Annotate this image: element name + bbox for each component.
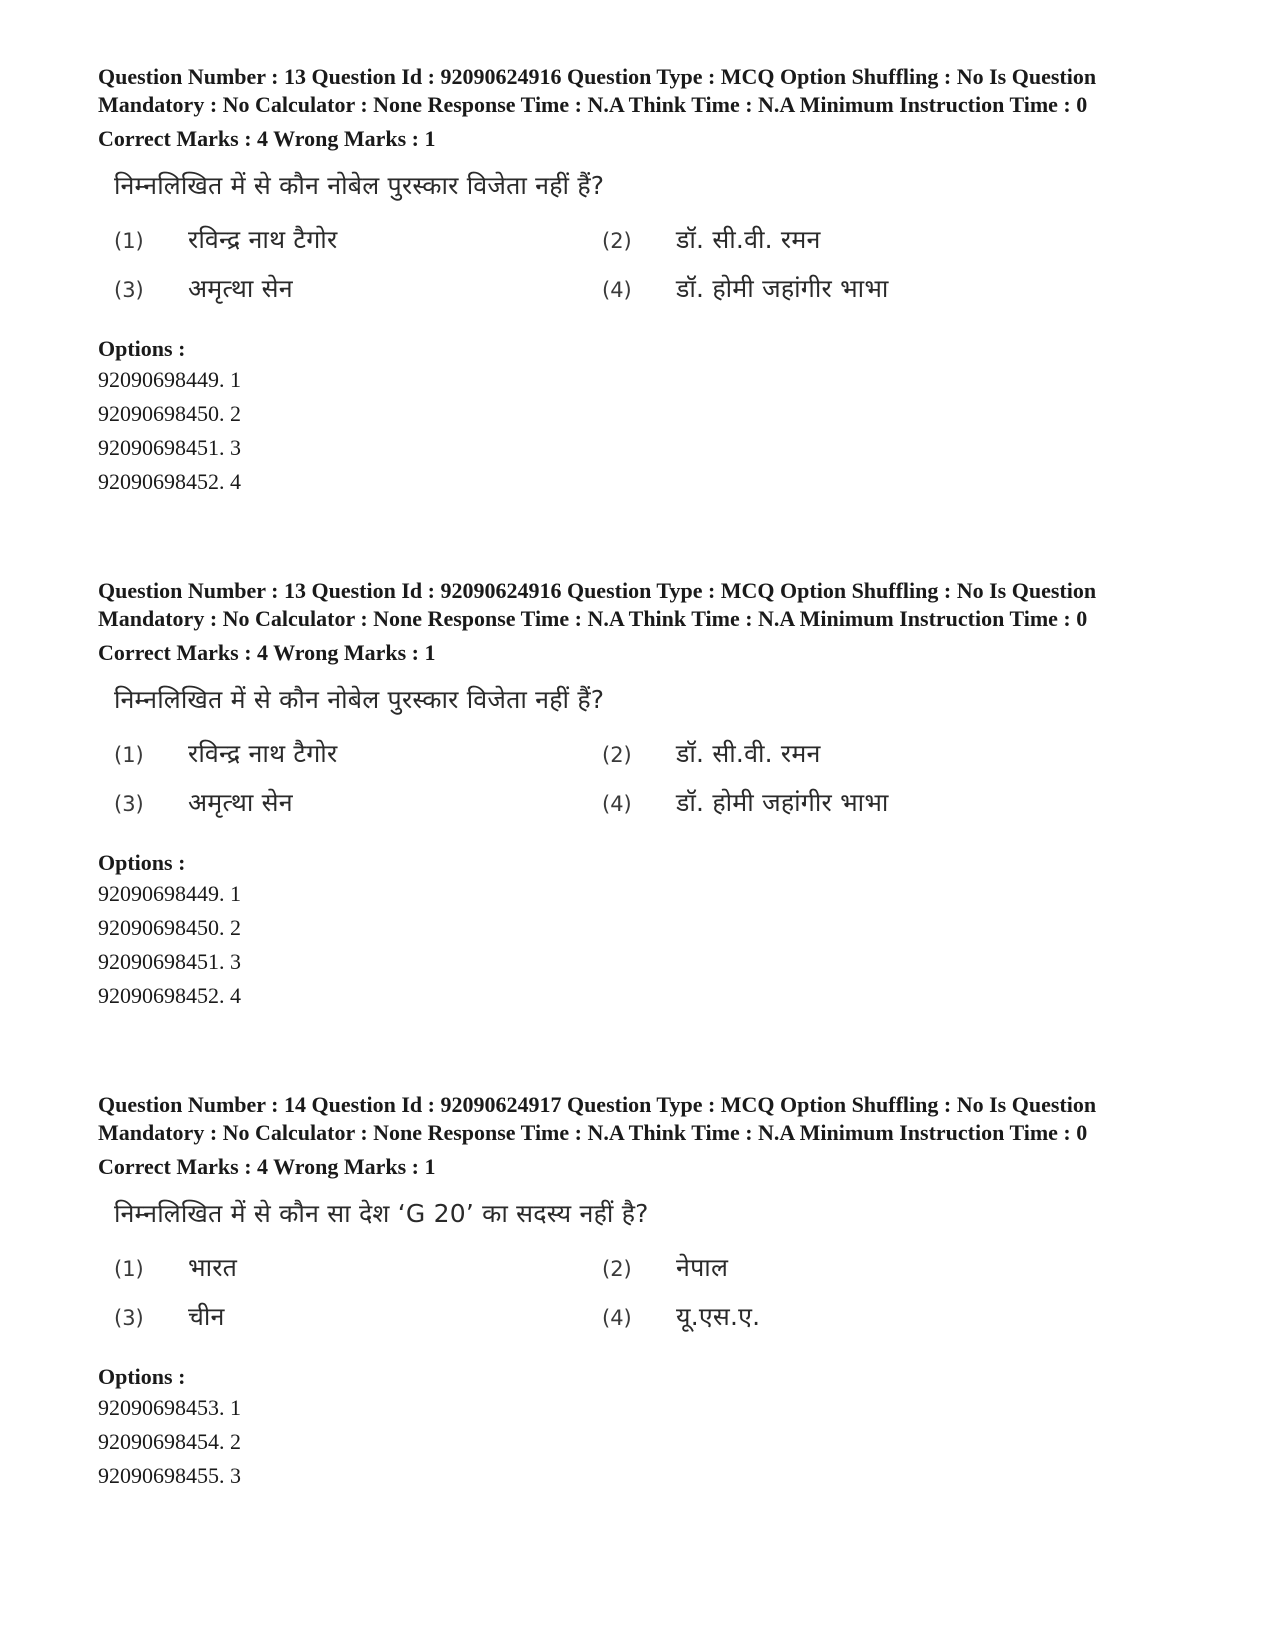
question-meta: Question Number : 13 Question Id : 92090624916 Question Type : MCQ Option Shuffling : No Is Question Mandatory : No Calculator : None Response Time : N.A Think Time : N.A Minimum Instruction Time : 0 <box>98 64 1097 117</box>
choice-number: (4) <box>602 278 632 302</box>
choice-number: (3) <box>114 1306 144 1330</box>
choice-number: (2) <box>602 743 632 767</box>
choice-grid <box>114 1249 1188 1337</box>
question-image <box>98 1197 1188 1337</box>
choice-text: चीन <box>188 1302 225 1331</box>
choice-number: (1) <box>114 229 144 253</box>
question-block-1 <box>98 63 1188 499</box>
option-row: 92090698449. 1 <box>98 881 241 906</box>
question-meta: Question Number : 13 Question Id : 92090624916 Question Type : MCQ Option Shuffling : No Is Question Mandatory : No Calculator : None Response Time : N.A Think Time : N.A Minimum Instruction Time : 0 <box>98 578 1097 631</box>
choice-text: डॉ. होमी जहांगीर भाभा <box>676 788 889 817</box>
option-row: 92090698451. 3 <box>98 949 241 974</box>
options-heading: Options : <box>98 850 186 875</box>
choice-text: भारत <box>188 1253 238 1282</box>
question-text: निम्नलिखित में से कौन सा देश ‘G 20’ का सदस्य नहीं है? <box>114 1199 649 1228</box>
question-block-2 <box>98 577 1188 1013</box>
choice-number: (3) <box>114 792 144 816</box>
question-marks: Correct Marks : 4 Wrong Marks : 1 <box>98 126 436 151</box>
choice-1 <box>114 735 602 774</box>
choice-2 <box>602 1249 1022 1288</box>
option-row: 92090698455. 3 <box>98 1463 241 1488</box>
question-image <box>98 683 1188 823</box>
question-marks: Correct Marks : 4 Wrong Marks : 1 <box>98 640 436 665</box>
question-meta: Question Number : 14 Question Id : 92090624917 Question Type : MCQ Option Shuffling : No Is Question Mandatory : No Calculator : None Response Time : N.A Think Time : N.A Minimum Instruction Time : 0 <box>98 1092 1097 1145</box>
question-text: निम्नलिखित में से कौन नोबेल पुरस्कार विजेता नहीं हैं? <box>114 685 605 714</box>
choice-4 <box>602 784 1022 823</box>
choice-1 <box>114 221 602 260</box>
choice-text: रविन्द्र नाथ टैगोर <box>188 225 338 254</box>
choice-grid <box>114 221 1188 309</box>
choice-text: अमृत्था सेन <box>188 788 293 817</box>
choice-number: (4) <box>602 1306 632 1330</box>
choice-text: रविन्द्र नाथ टैगोर <box>188 739 338 768</box>
choice-number: (1) <box>114 743 144 767</box>
choice-text: डॉ. होमी जहांगीर भाभा <box>676 274 889 303</box>
options-heading: Options : <box>98 336 186 361</box>
choice-number: (1) <box>114 1257 144 1281</box>
choice-text: अमृत्था सेन <box>188 274 293 303</box>
option-row: 92090698451. 3 <box>98 435 241 460</box>
choice-text: डॉ. सी.वी. रमन <box>676 739 821 768</box>
choice-number: (3) <box>114 278 144 302</box>
choice-4 <box>602 270 1022 309</box>
choice-4 <box>602 1298 1022 1337</box>
option-row: 92090698450. 2 <box>98 401 241 426</box>
choice-3 <box>114 784 602 823</box>
choice-number: (2) <box>602 229 632 253</box>
choice-number: (2) <box>602 1257 632 1281</box>
option-row: 92090698453. 1 <box>98 1395 241 1420</box>
question-block-3 <box>98 1091 1188 1493</box>
choice-3 <box>114 270 602 309</box>
question-marks: Correct Marks : 4 Wrong Marks : 1 <box>98 1154 436 1179</box>
question-text: निम्नलिखित में से कौन नोबेल पुरस्कार विजेता नहीं हैं? <box>114 171 605 200</box>
choice-3 <box>114 1298 602 1337</box>
choice-grid <box>114 735 1188 823</box>
option-row: 92090698452. 4 <box>98 983 241 1008</box>
option-row: 92090698452. 4 <box>98 469 241 494</box>
choice-text: डॉ. सी.वी. रमन <box>676 225 821 254</box>
option-row: 92090698449. 1 <box>98 367 241 392</box>
option-row: 92090698450. 2 <box>98 915 241 940</box>
choice-1 <box>114 1249 602 1288</box>
choice-2 <box>602 735 1022 774</box>
choice-text: नेपाल <box>676 1253 729 1282</box>
option-row: 92090698454. 2 <box>98 1429 241 1454</box>
question-image <box>98 169 1188 309</box>
choice-number: (4) <box>602 792 632 816</box>
choice-2 <box>602 221 1022 260</box>
options-heading: Options : <box>98 1364 186 1389</box>
choice-text: यू.एस.ए. <box>676 1302 761 1331</box>
